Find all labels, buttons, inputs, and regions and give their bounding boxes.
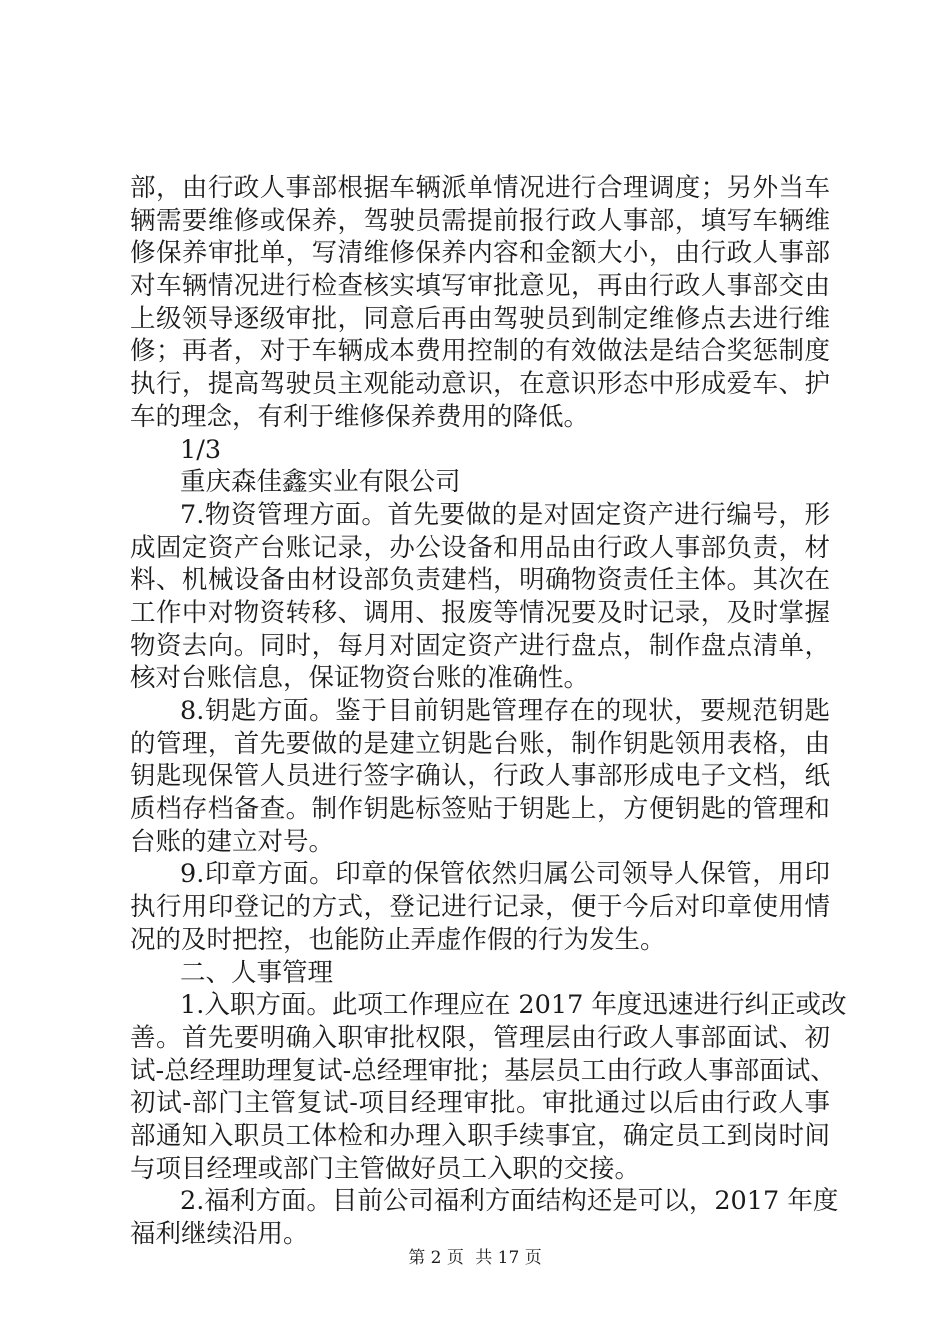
text-line: 善。首先要明确入职审批权限，管理层由行政人事部面试、初 <box>130 1022 830 1053</box>
text-line: 2.福利方面。目前公司福利方面结构还是可以，2017 年度 <box>180 1186 839 1217</box>
text-line: 核对台账信息，保证物资台账的准确性。 <box>130 663 590 694</box>
page-number: 第 2 页 <box>408 1248 464 1268</box>
text-line: 料、机械设备由材设部负责建档，明确物资责任主体。其次在 <box>130 565 830 596</box>
text-line: 8.钥匙方面。鉴于目前钥匙管理存在的现状，要规范钥匙 <box>180 696 830 726</box>
text-line: 对车辆情况进行检查核实填写审批意见，再由行政人事部交由 <box>130 271 830 302</box>
text-line: 试-总经理助理复试-总经理审批；基层员工由行政人事部面试、 <box>130 1055 836 1086</box>
page-total: 共 17 页 <box>475 1248 542 1268</box>
text-line: 与项目经理或部门主管做好员工入职的交接。 <box>130 1153 641 1184</box>
text-line: 7.物资管理方面。首先要做的是对固定资产进行编号，形 <box>180 499 830 530</box>
text-line: 上级领导逐级审批，同意后再由驾驶员到制定维修点去进行维 <box>130 303 830 334</box>
text-line: 部通知入职员工体检和办理入职手续事宜，确定员工到岗时间 <box>130 1120 830 1151</box>
text-line: 台账的建立对号。 <box>130 826 335 857</box>
text-line: 辆需要维修或保养，驾驶员需提前报行政人事部，填写车辆维 <box>130 205 830 236</box>
text-line: 1.入职方面。此项工作理应在 2017 年度迅速进行纠正或改 <box>180 990 847 1021</box>
page-footer <box>0 1243 950 1268</box>
text-line: 二、人事管理 <box>180 957 334 988</box>
text-line: 物资去向。同时，每月对固定资产进行盘点，制作盘点清单， <box>130 630 830 661</box>
text-line: 工作中对物资转移、调用、报废等情况要及时记录，及时掌握 <box>130 597 830 628</box>
text-line: 况的及时把控，也能防止弄虚作假的行为发生。 <box>130 924 666 955</box>
document-body <box>130 172 847 1251</box>
text-line: 修保养审批单，写清维修保养内容和金额大小，由行政人事部 <box>130 238 830 269</box>
text-line: 成固定资产台账记录，办公设备和用品由行政人事部负责，材 <box>130 532 830 563</box>
text-line: 9.印章方面。印章的保管依然归属公司领导人保管，用印 <box>180 859 830 890</box>
text-line: 车的理念，有利于维修保养费用的降低。 <box>130 401 590 432</box>
text-line: 钥匙现保管人员进行签字确认，行政人事部形成电子文档，纸 <box>130 761 830 792</box>
text-line: 部，由行政人事部根据车辆派单情况进行合理调度；另外当车 <box>130 173 830 203</box>
text-line: 初试-部门主管复试-项目经理审批。审批通过以后由行政人事 <box>130 1088 830 1119</box>
text-line: 1/3 <box>180 434 222 465</box>
text-line: 质档存档备查。制作钥匙标签贴于钥匙上，方便钥匙的管理和 <box>130 794 830 825</box>
text-line: 执行，提高驾驶员主观能动意识，在意识形态中形成爱车、护 <box>130 369 830 400</box>
text-line: 执行用印登记的方式，登记进行记录，便于今后对印章使用情 <box>130 892 830 923</box>
text-line: 福利继续沿用。 <box>130 1219 309 1249</box>
text-line: 修；再者，对于车辆成本费用控制的有效做法是结合奖惩制度 <box>130 336 830 367</box>
text-line: 重庆森佳鑫实业有限公司 <box>180 467 461 498</box>
text-line: 的管理，首先要做的是建立钥匙台账，制作钥匙领用表格，由 <box>130 728 830 759</box>
